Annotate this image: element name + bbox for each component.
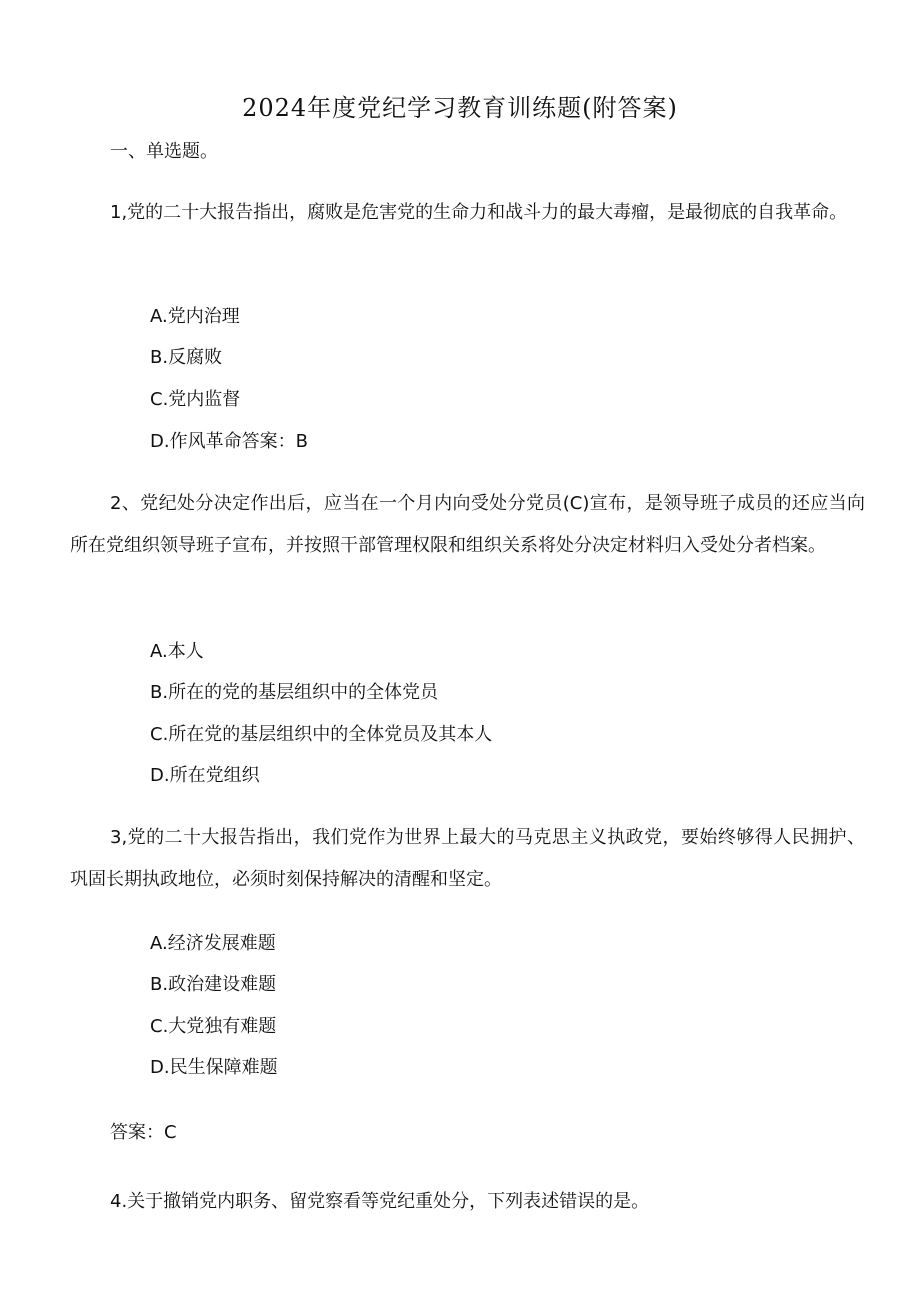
section-heading: 一、单选题。 bbox=[110, 141, 218, 162]
question-2-stem: 2、党纪处分决定作出后，应当在一个月内向受处分党员(C)宣布，是领导班子成员的还应当向所在党组织领导班子宣布，并按照干部管理权限和组织关系将处分决定材料归入受处分者档案。 bbox=[70, 493, 865, 556]
document-title: 2024年度党纪学习教育训练题(附答案) bbox=[242, 94, 678, 122]
question-1-option-a: A.党内治理 bbox=[150, 306, 240, 327]
question-3-stem: 3,党的二十大报告指出，我们党作为世界上最大的马克思主义执政党，要始终够得人民拥护、巩固长期执政地位，必须时刻保持解决的清醒和坚定。 bbox=[70, 827, 865, 890]
question-3-option-b: B.政治建设难题 bbox=[150, 974, 277, 995]
question-1-option-b: B.反腐败 bbox=[150, 347, 223, 368]
question-2-option-d: D.所在党组织 bbox=[150, 765, 260, 786]
question-2-option-b: B.所在的党的基层组织中的全体党员 bbox=[150, 682, 439, 703]
question-1-option-d: D.作风革命答案：B bbox=[150, 431, 308, 452]
question-2-option-a: A.本人 bbox=[150, 641, 204, 662]
question-1-stem: 1,党的二十大报告指出，腐败是危害党的生命力和战斗力的最大毒瘤，是最彻底的自我革命。 bbox=[110, 202, 848, 223]
question-3-option-c: C.大党独有难题 bbox=[150, 1016, 277, 1037]
question-2-option-c: C.所在党的基层组织中的全体党员及其本人 bbox=[150, 724, 493, 745]
question-1-option-c: C.党内监督 bbox=[150, 389, 241, 410]
question-3-option-a: A.经济发展难题 bbox=[150, 933, 276, 954]
question-3-option-d: D.民生保障难题 bbox=[150, 1057, 278, 1078]
question-3-answer: 答案：C bbox=[110, 1122, 177, 1143]
question-4-stem: 4.关于撤销党内职务、留党察看等党纪重处分，下列表述错误的是。 bbox=[110, 1191, 650, 1212]
